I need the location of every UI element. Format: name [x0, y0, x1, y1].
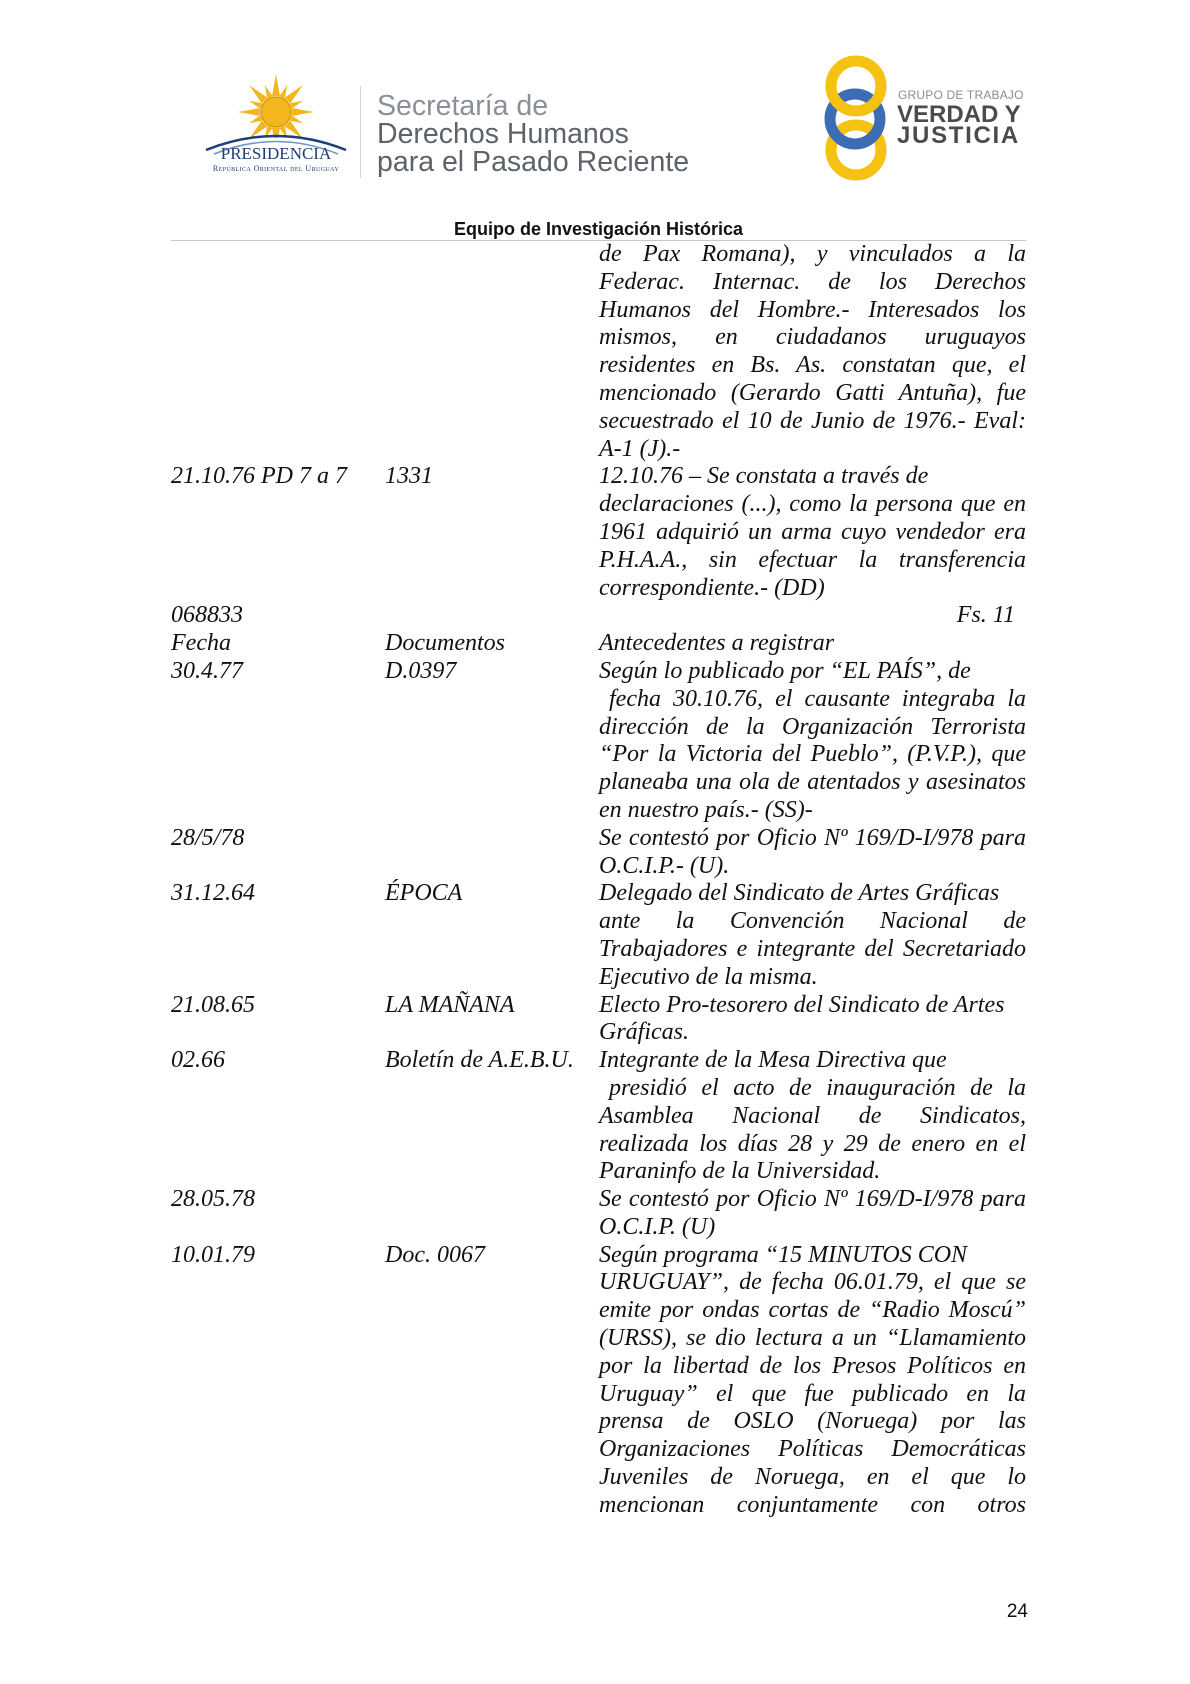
secretaria-line-1: Secretaría de: [377, 90, 549, 122]
entry-record: [599, 463, 1026, 602]
record-line: prensa de OSLO (Noruega) por las: [599, 1408, 1026, 1435]
entry-date: 02.66: [171, 1047, 225, 1074]
record-line: (URSS), se dio lectura a un “Llamamiento: [599, 1325, 1026, 1352]
entry-record: [599, 658, 1026, 825]
record-line: mencionado (Gerardo Gatti Antuña), fue: [599, 379, 1026, 406]
record-line: Juveniles de Noruega, en el que lo: [599, 1464, 1026, 1491]
record-line: presidió el acto de inauguración de la: [609, 1074, 1026, 1101]
page-number: 24: [1006, 1601, 1028, 1622]
record-line: mismos, en ciudadanos uruguayos: [599, 324, 1026, 351]
record-line: O.C.I.P. (U): [599, 1213, 716, 1240]
table-row: [171, 1186, 1026, 1242]
entry-record: [599, 880, 1026, 991]
grupo-de-trabajo-label: GRUPO DE TRABAJO: [898, 88, 1024, 102]
record-line: Asamblea Nacional de Sindicatos,: [599, 1102, 1026, 1129]
record-line: fecha 30.10.76, el causante integraba la: [609, 685, 1026, 712]
entry-date: 28.05.78: [171, 1186, 255, 1213]
record-line: Delegado del Sindicato de Artes Gráficas: [599, 880, 1000, 907]
record-line: de Pax Romana), y vinculados a la: [599, 241, 1026, 267]
entry-date: 21.08.65: [171, 991, 255, 1018]
table-row: [171, 1047, 1026, 1186]
entry-document: [385, 241, 599, 463]
record-line: ante la Convención Nacional de: [599, 908, 1026, 935]
folio-page: Fs. 11: [956, 602, 1015, 629]
table-header: [171, 630, 1026, 658]
entry-date: 10.01.79: [171, 1241, 255, 1268]
record-line: O.C.I.P.- (U).: [599, 852, 730, 879]
record-line: realizada los días 28 y 29 de enero en el: [599, 1130, 1026, 1157]
entry-document: [385, 825, 599, 881]
record-line: URUGUAY”, de fecha 06.01.79, el que se: [599, 1269, 1026, 1296]
record-line: Gráficas.: [599, 1019, 689, 1046]
record-line: Trabajadores e integrante del Secretariado: [599, 935, 1026, 962]
entry-document: Doc. 0067: [385, 1241, 485, 1268]
records-table: [171, 241, 1026, 1520]
section-title: Equipo de Investigación Histórica: [453, 219, 744, 239]
record-line: Organizaciones Políticas Democráticas: [599, 1436, 1026, 1463]
presidencia-logo-subtitle: República Oriental del Uruguay: [212, 164, 340, 173]
record-line: A-1 (J).-: [599, 435, 681, 462]
record-line: 1961 adquirió un arma cuyo vendedor era: [599, 518, 1026, 545]
record-line: correspondiente.- (DD): [599, 574, 825, 601]
entry-document: ÉPOCA: [385, 880, 463, 907]
entry-document: LA MAÑANA: [385, 991, 515, 1018]
entry-date: 28/5/78: [171, 824, 245, 851]
folio-row: [171, 602, 1026, 630]
record-line: planeaba una ola de atentados y asesinatos: [599, 769, 1026, 796]
record-line: “Por la Victoria del Pueblo”, (P.V.P.), que: [599, 741, 1026, 768]
column-header-document: Documentos: [385, 630, 505, 657]
entry-record: [599, 825, 1026, 881]
verdad-label: VERDAD Y: [897, 101, 1021, 128]
entry-date: 21.10.76 PD 7 a 7: [171, 463, 347, 490]
record-line: Integrante de la Mesa Directiva que: [599, 1047, 947, 1074]
record-line: Federac. Internac. de los Derechos: [599, 268, 1026, 295]
table-row: [171, 658, 1026, 825]
record-line: P.H.A.A., sin efectuar la transferencia: [599, 546, 1026, 573]
table-row: [171, 825, 1026, 881]
record-line: Se contestó por Oficio Nº 169/D-I/978 para: [599, 1186, 1026, 1213]
table-row: [171, 880, 1026, 991]
record-line: por la libertad de los Presos Políticos en: [599, 1352, 1026, 1379]
record-line: mencionan conjuntamente con otros: [599, 1491, 1026, 1518]
table-row: [171, 992, 1026, 1048]
entry-date: 31.12.64: [171, 880, 255, 907]
record-line: Paraninfo de la Universidad.: [599, 1158, 881, 1185]
entry-document: Boletín de A.E.B.U.: [385, 1047, 574, 1074]
entry-record: [599, 992, 1026, 1048]
entry-document: D.0397: [385, 657, 457, 684]
record-line: Según lo publicado por “EL PAÍS”, de: [599, 657, 971, 684]
record-line: Humanos del Hombre.- Interesados los: [599, 296, 1026, 323]
table-row: [171, 463, 1026, 602]
record-line: dirección de la Organización Terrorista: [599, 713, 1026, 740]
folio-number: 068833: [171, 602, 243, 629]
entry-date: [171, 241, 385, 463]
table-row: [171, 1242, 1026, 1520]
column-header-date: Fecha: [171, 630, 231, 657]
record-line: residentes en Bs. As. constatan que, el: [599, 352, 1026, 379]
entry-record: [599, 1242, 1026, 1520]
entry-record: [599, 1186, 1026, 1242]
entry-document: [385, 1186, 599, 1242]
entry-document: 1331: [385, 463, 433, 490]
record-line: Ejecutivo de la misma.: [599, 963, 818, 990]
entry-record: [599, 1047, 1026, 1186]
record-line: Se contestó por Oficio Nº 169/D-I/978 para: [599, 824, 1026, 851]
record-line: declaraciones (...), como la persona que en: [599, 491, 1026, 518]
record-line: 12.10.76 – Se constata a través de: [599, 463, 929, 490]
entry-record: [599, 241, 1026, 463]
column-header-record: Antecedentes a registrar: [599, 630, 835, 657]
presidencia-logo-title: PRESIDENCIA: [220, 144, 332, 163]
secretaria-logo-text: [377, 92, 689, 176]
record-line: Uruguay” el que fue publicado en la: [599, 1380, 1026, 1407]
secretaria-line-3: para el Pasado Reciente: [377, 146, 690, 178]
record-line: en nuestro país.- (SS)-: [599, 796, 813, 823]
record-line: emite por ondas cortas de “Radio Moscú”: [599, 1297, 1026, 1324]
record-line: secuestrado el 10 de Junio de 1976.- Eval:: [599, 407, 1026, 434]
justicia-label: JUSTICIA: [897, 122, 1020, 149]
verdad-y-justicia-rings-logo: [830, 61, 881, 175]
secretaria-line-2: Derechos Humanos: [377, 118, 629, 150]
table-row: [171, 241, 1026, 463]
record-line: Según programa “15 MINUTOS CON: [599, 1241, 968, 1268]
record-line: Electo Pro-tesorero del Sindicato de Artes: [599, 991, 1005, 1018]
entry-date: 30.4.77: [171, 657, 243, 684]
